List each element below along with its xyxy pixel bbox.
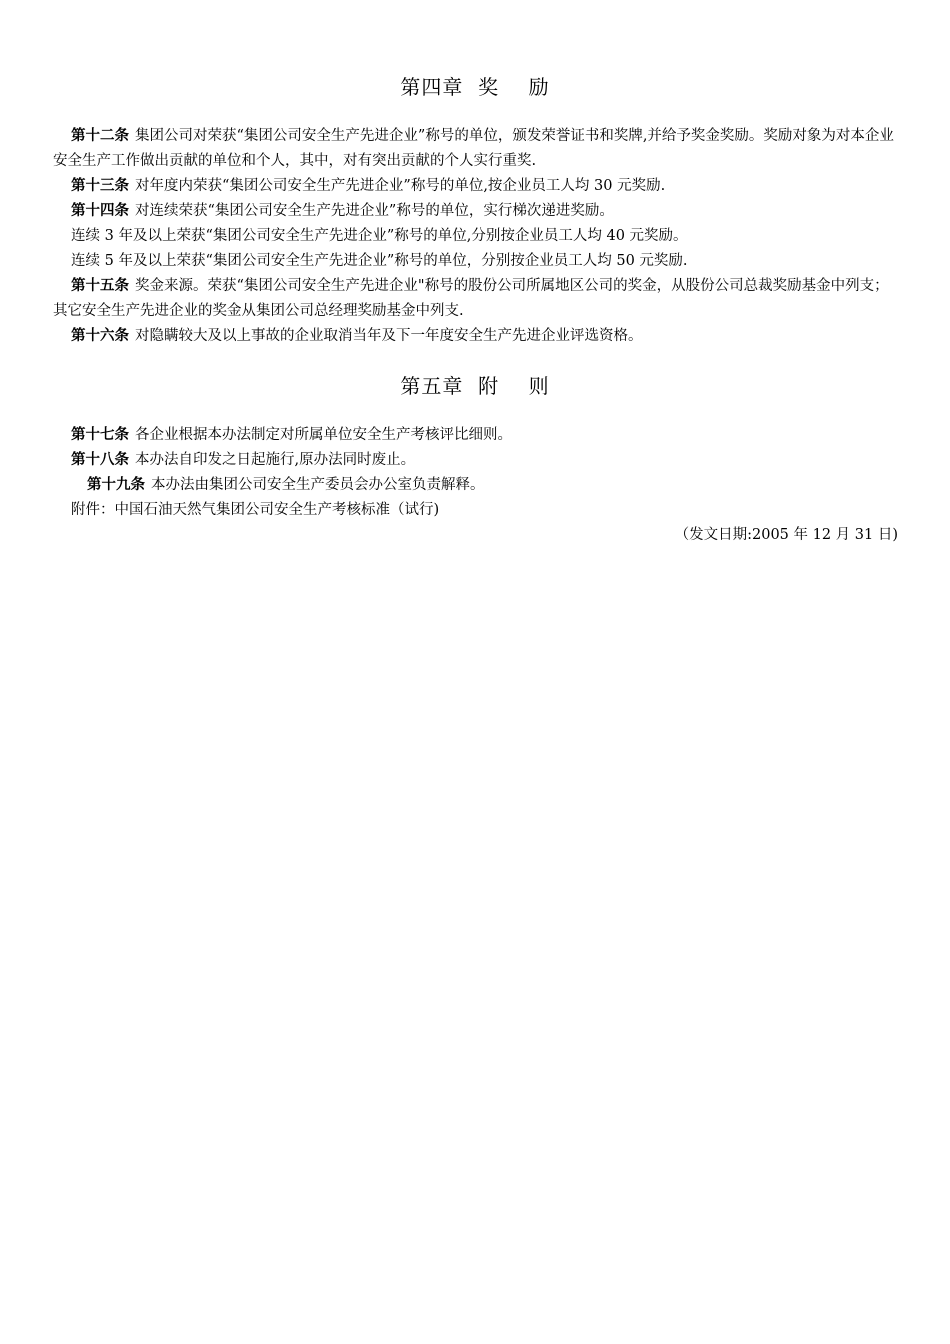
article-17-text: 各企业根据本办法制定对所属单位安全生产考核评比细则。	[135, 427, 512, 443]
article-18	[53, 448, 899, 473]
article-19-text: 本办法由集团公司安全生产委员会办公室负责解释。	[151, 477, 485, 493]
article-16	[53, 324, 899, 349]
article-14	[53, 199, 899, 224]
article-12	[53, 124, 899, 174]
article-15-text: 奖金来源。荣获“集团公司安全生产先进企业"称号的股份公司所属地区公司的奖金，从股份公司总裁奖励基金中列支；其它安全生产先进企业的奖金从集团公司总经理奖励基金中列支.	[53, 278, 889, 319]
article-14-label: 第十四条	[71, 203, 129, 219]
article-15-label: 第十五条	[71, 278, 129, 294]
chapter-5-title: 第五章 附 则	[400, 374, 550, 398]
article-13	[53, 174, 899, 199]
article-19	[53, 473, 899, 498]
article-18-text: 本办法自印发之日起施行,原办法同时废止。	[135, 452, 416, 468]
article-12-label: 第十二条	[71, 128, 129, 144]
attachment-line: 附件：中国石油天然气集团公司安全生产考核标准（试行)	[71, 502, 440, 518]
article-18-label: 第十八条	[71, 452, 129, 468]
article-19-label: 第十九条	[87, 477, 145, 493]
article-12-text: 集团公司对荣获“集团公司安全生产先进企业”称号的单位，颁发荣誉证书和奖牌,并给予奖金奖励。奖励对象为对本企业安全生产工作做出贡献的单位和个人，其中，对有突出贡献的个人实行重奖.	[53, 128, 894, 169]
article-13-text: 对年度内荣获“集团公司安全生产先进企业”称号的单位,按企业员工人均 30 元奖励.	[135, 178, 666, 194]
article-17-label: 第十七条	[71, 427, 129, 443]
reward-5-years-line: 连续 5 年及以上荣获“集团公司安全生产先进企业”称号的单位，分别按企业员工人均 50 元奖励.	[71, 253, 688, 269]
article-17	[53, 423, 899, 448]
article-14-text: 对连续荣获“集团公司安全生产先进企业”称号的单位，实行梯次递进奖励。	[135, 203, 614, 219]
reward-3-years-line: 连续 3 年及以上荣获“集团公司安全生产先进企业”称号的单位,分别按企业员工人均 40 元奖励。	[71, 228, 688, 244]
chapter-4-title: 第四章 奖 励	[400, 75, 550, 99]
article-16-label: 第十六条	[71, 328, 129, 344]
issue-date: （发文日期:2005 年 12 月 31 日)	[674, 527, 898, 543]
article-15	[53, 274, 899, 324]
article-13-label: 第十三条	[71, 178, 129, 194]
article-16-text: 对隐瞒较大及以上事故的企业取消当年及下一年度安全生产先进企业评选资格。	[135, 328, 643, 344]
